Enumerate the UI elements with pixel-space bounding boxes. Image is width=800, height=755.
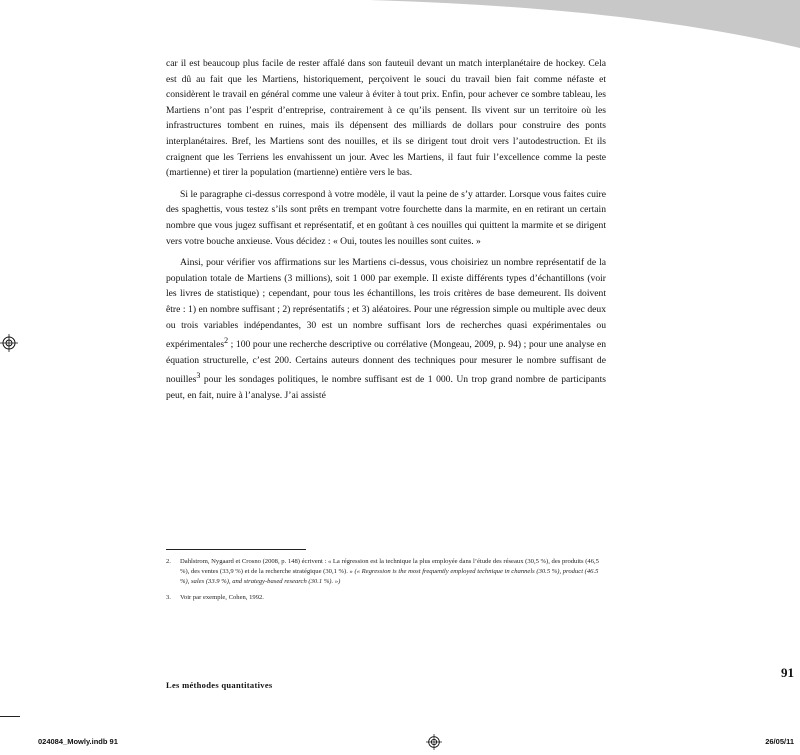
paragraph-3 (166, 255, 606, 404)
paragraph-3-part-b: ; 100 pour une recherche descriptive ou corrélative (Mongeau, 2009, p. 94) ; pour une analyse en équation structurelle, c’est 200. Certains auteurs donnent des techniques pour mesurer le nombre suffisant de nouilles (166, 339, 606, 386)
registration-mark-icon (426, 734, 442, 750)
footnote-ref-3[interactable]: 3 (196, 371, 201, 381)
running-footer: Les méthodes quantitatives (166, 680, 273, 690)
footnote-ref-2[interactable]: 2 (224, 336, 229, 346)
body-text (166, 56, 606, 410)
crop-mark (0, 716, 20, 717)
footnote-text: Voir par exemple, Cohen, 1992. (180, 593, 264, 601)
footnote-quote-english: (« Regression is the most frequently employed technique in channels (30.5 %), product (46.5 %), sales (33.9 %), and strategy-based research (30.1 %). ») (180, 568, 599, 586)
slug-date: 26/05/11 (765, 737, 794, 746)
footnotes (166, 557, 606, 608)
footnote-number: 3. (166, 593, 171, 601)
registration-mark-icon (0, 334, 18, 352)
paragraph-1: car il est beaucoup plus facile de rester affalé dans son fauteuil devant un match interplanétaire de hockey. Cela est dû au fait que les Martiens, historiquement, perçoivent le souci du travail bien fait comme néfaste et considèrent le travail en général comme une valeur à éviter à tout prix. Enfin, pour achever ce sombre tableau, les Martiens n’ont pas l’esprit d’entreprise, contrairement à ce qu’ils pensent. Ils vivent sur un territoire où les infrastructures tombent en ruines, mais ils dépensent des milliards de dollars pour construire des ponts interplanétaires. Bref, les Martiens sont des nouilles, et ils se dirigent tout droit vers l’autodestruction. Et ils craignent que les Terriens les envahissent un jour. Avec les Martiens, il faut fuir l’excellence comme la peste (martienne) et tirer la population (martienne) entière vers le bas. (166, 58, 606, 179)
footnote-3 (166, 593, 606, 603)
footnote-number: 2. (166, 558, 171, 565)
footnote-2 (166, 557, 606, 588)
paragraph-2: Si le paragraphe ci-dessus correspond à votre modèle, il vaut la peine de s’y attarder. Lorsque vous faites cuire des spaghettis, vous testez s’ils sont prêts en trempant votre fourchette dans la marmite, en en retirant un certain nombre que vous jugez suffisant et représentatif, et en goûtant à ces nouilles qui quittent la marmite et se dirigent vers votre bouche anxieuse. Vous décidez : « Oui, toutes les nouilles sont cuites. » (166, 188, 606, 247)
paragraph-3-part-a: Ainsi, pour vérifier vos affirmations sur les Martiens ci-dessus, vous choisiriez un nombre représentatif de la population totale de Martiens (3 millions), soit 1 000 par exemple. Il existe différents types d’échantillons (voir les livres de statistique) ; cependant, pour tous les échantillons, les trois critères de base demeurent. Ils doivent être : 1) en nombre suffisant ; 2) représentatifs ; et 3) aléatoires. Pour une régression simple ou multiple avec deux ou trois variables indépendantes, 30 est un nombre suffisant lors de recherches quasi expérimentales ou expérimentales (166, 257, 606, 351)
footnote-text: Dahlstrom, Nygaard et Crosno (2008, p. 148) écrivent : « La régression est la technique la plus employée dans l’étude des réseaux (30,5 %), des produits (46,5 %), des ventes (33,9 %) et de la recherche stratégique (30,1 %). » (180, 558, 599, 576)
page-number: 91 (781, 665, 794, 680)
footnote-separator (166, 549, 306, 550)
page-tab-shape (0, 0, 800, 60)
paragraph-3-part-c: pour les sondages politiques, le nombre suffisant est de 1 000. Un trop grand nombre de participants peut, en fait, nuire à l’analyse. J’ai assisté (166, 374, 606, 402)
slug-filename: 024084_Mowly.indb 91 (38, 737, 118, 746)
